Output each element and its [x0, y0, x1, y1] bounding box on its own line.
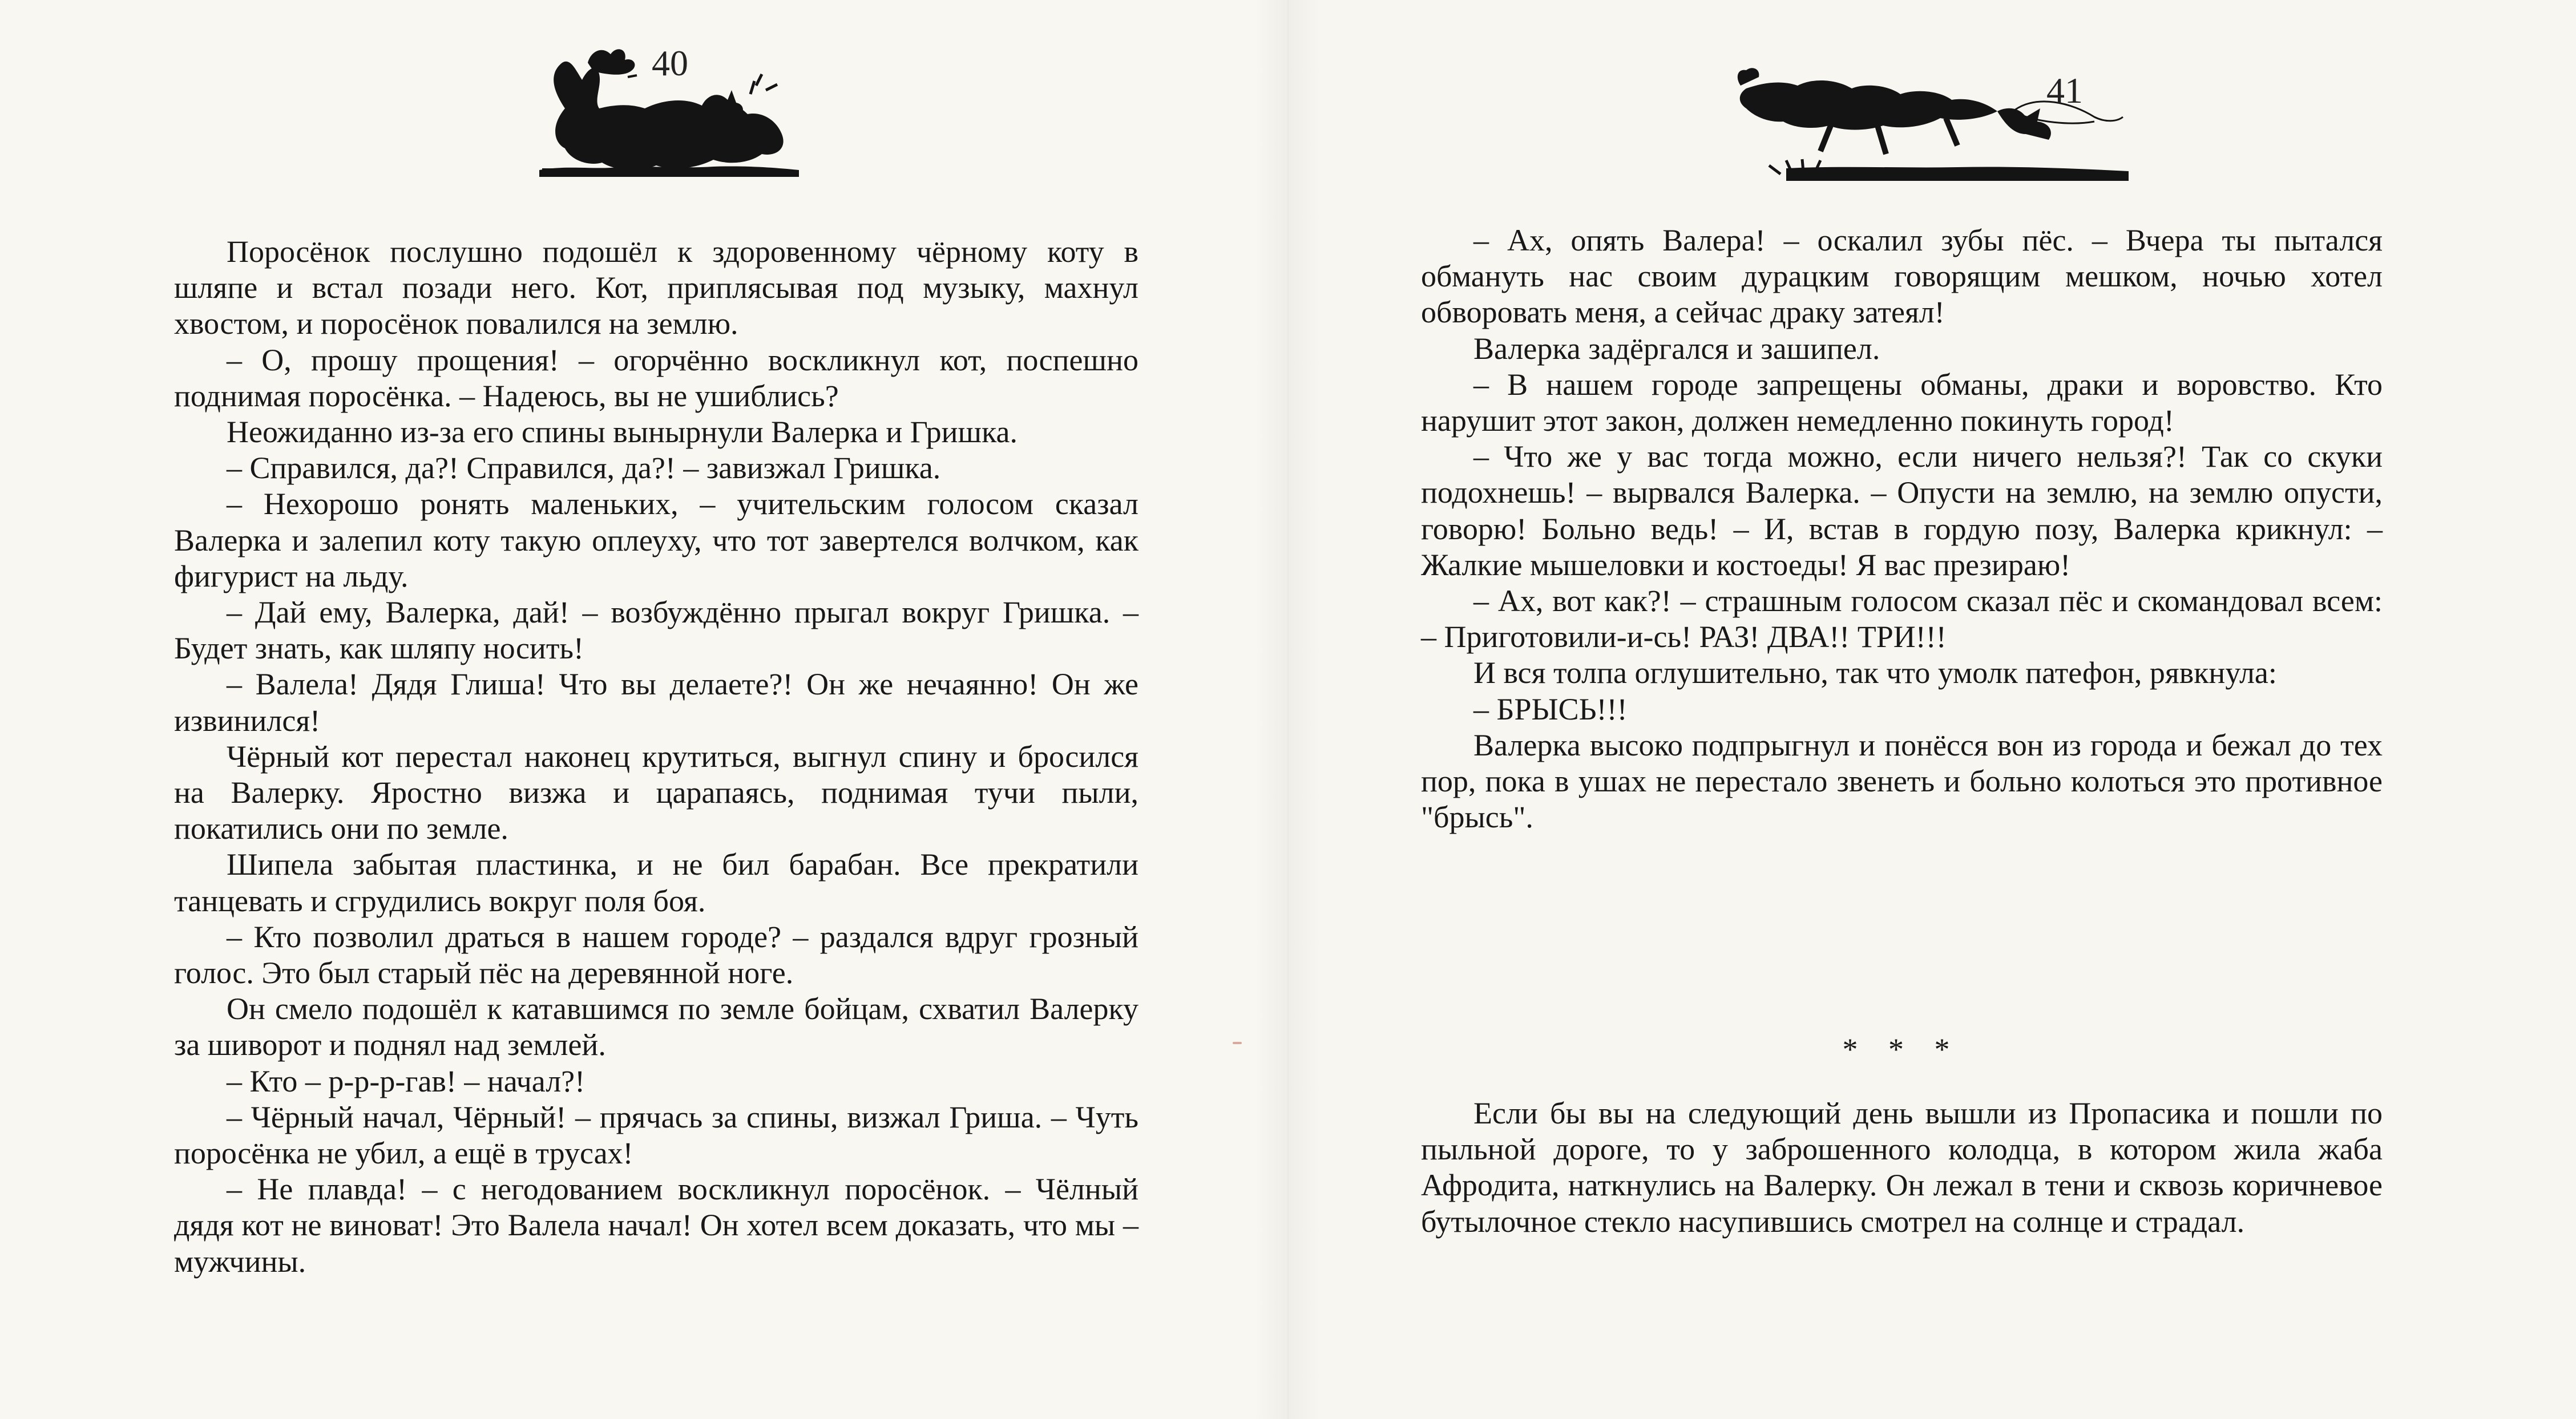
paragraph: Поросёнок послушно подошёл к здоровенному чёрному коту в шляпе и встал позади него. Кот, приплясывая под музыку, махнул хвостом, и поросёнок повалился на землю. [174, 235, 1138, 341]
page-number: 41 [2046, 70, 2083, 111]
page-number: 40 [652, 43, 688, 83]
paragraph: – Справился, да?! Справился, да?! – завизжал Гришка. [227, 451, 941, 486]
paragraph: – Валела! Дядя Глиша! Что вы делаете?! Он же нечаянно! Он же извинился! [174, 667, 1138, 738]
paragraph: И вся толпа оглушительно, так что умолк патефон, рявкнула: [1473, 656, 2277, 690]
left-page-text [174, 234, 1138, 1280]
paragraph: – БРЫСЬ!!! [1473, 692, 1628, 726]
paragraph: – Нехорошо ронять маленьких, – учительским голосом сказал Валерка и залепил коту такую оплеуху, что тот завертелся волчком, как фигурист на льду. [174, 487, 1138, 593]
paragraph: Он смело подошёл к катавшимся по земле бойцам, схватил Валерку за шиворот и поднял над землей. [174, 992, 1138, 1062]
right-page-text-continued [1421, 1095, 2383, 1240]
paragraph: – Ах, опять Валера! – оскалил зубы пёс. – Вчера ты пытался обмануть нас своим дурацким говорящим мешком, ночью хотел обворовать меня, а сейчас драку затеял! [1421, 223, 2383, 330]
book-gutter [1255, 0, 1321, 1419]
paragraph: – Чёрный начал, Чёрный! – прячась за спины, визжал Гриша. – Чуть поросёнка не убил, а ещё в трусах! [174, 1099, 1138, 1171]
paragraph: Валерка высоко подпрыгнул и понёсся вон из города и бежал до тех пор, пока в ушах не перестало звенеть и больно колоться это противное "брысь". [1421, 727, 2383, 835]
paragraph: – В нашем городе запрещены обманы, драки и воровство. Кто нарушит этот закон, должен немедленно покинуть город! [1421, 367, 2383, 438]
paragraph: Валерка задёргался и зашипел. [1473, 331, 1880, 366]
paragraph: – Ах, вот как?! – страшным голосом сказал пёс и скомандовал всем: – Приготовили-и-сь! РАЗ! ДВА!! ТРИ!!! [1421, 584, 2383, 654]
paragraph: – Не плавда! – с негодованием воскликнул поросёнок. – Чёлный дядя кот не виноват! Это Валела начал! Он хотел всем доказать, что мы – мужчины. [174, 1172, 1138, 1279]
paragraph: – Кто – р-р-р-гав! – начал?! [227, 1064, 586, 1098]
paragraph: Неожиданно из-за его спины вынырнули Валерка и Гришка. [227, 415, 1018, 450]
paragraph: Шипела забытая пластинка, и не бил барабан. Все прекратили танцевать и сгрудились вокруг поля боя. [174, 847, 1138, 918]
paper-mark [1233, 1042, 1242, 1044]
paragraph: – Что же у вас тогда можно, если ничего нельзя?! Так со скуки подохнешь! – вырвался Валерка. – Опусти на землю, на землю опусти, говорю! Больно ведь! – И, встав в гордую позу, Валерка крикнул: – Жалкие мышеловки и костоеды! Я вас презираю! [1421, 439, 2383, 582]
paragraph: – Дай ему, Валерка, дай! – возбуждённо прыгал вокруг Гришка. – Будет знать, как шляпу носить! [174, 595, 1138, 666]
section-separator: * * * [1842, 1032, 1961, 1066]
paragraph: Если бы вы на следующий день вышли из Пропасика и пошли по пыльной дороге, то у заброшенного колодца, в котором жила жаба Афродита, наткнулись на Валерку. Он лежал в тени и сквозь коричневое бутылочное стекло насупившись смотрел на солнце и страдал. [1421, 1096, 2383, 1239]
paragraph: – Кто позволил драться в нашем городе? – раздался вдруг грозный голос. Это был старый пёс на деревянной ноге. [174, 919, 1138, 991]
paragraph: – О, прошу прощения! – огорчённо воскликнул кот, поспешно поднимая поросёнка. – Надеюсь, вы не ушиблись? [174, 342, 1138, 413]
right-page [1288, 0, 2576, 1419]
right-page-text [1421, 223, 2383, 835]
paragraph: Чёрный кот перестал наконец крутиться, выгнул спину и бросился на Валерку. Яростно визжа и царапаясь, поднимая тучи пыли, покатились они по земле. [174, 739, 1138, 846]
